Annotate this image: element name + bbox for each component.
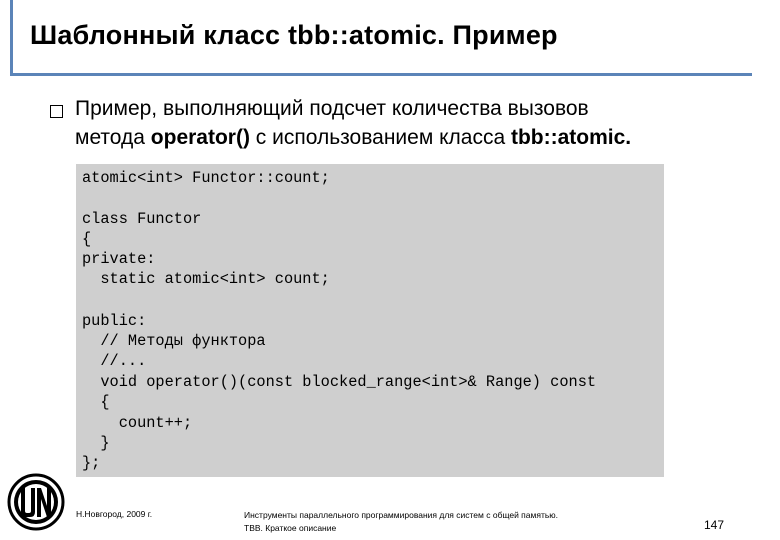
code-line: }; (82, 454, 101, 472)
bullet-line-2-bold-operator: operator() (150, 126, 250, 149)
unn-logo-icon (6, 472, 66, 532)
bullet-line-2 (75, 123, 765, 152)
code-line: count++; (82, 414, 193, 432)
code-line: static atomic<int> count; (82, 270, 330, 288)
bullet-line-2-mid: с использованием класса (249, 126, 511, 149)
code-line: // Методы функтора (82, 332, 266, 350)
title-underline (10, 73, 752, 76)
code-line: private: (82, 250, 156, 268)
code-line: { (82, 393, 110, 411)
left-accent-bar (10, 0, 13, 76)
page-number: 147 (704, 518, 725, 532)
code-line: { (82, 230, 92, 248)
bullet-text (75, 94, 765, 152)
bullet-line-2-bold-atomic: tbb::atomic. (510, 126, 632, 149)
footer-location-date: Н.Новгород, 2009 г. (76, 509, 153, 519)
code-line: public: (82, 312, 147, 330)
bullet-square-icon (50, 105, 63, 118)
code-line: class Functor (82, 210, 202, 228)
bullet-line-2-pre: метода (75, 126, 151, 149)
code-line: void operator()(const blocked_range<int>& Range) const (82, 373, 597, 391)
footer-course-title (244, 509, 664, 535)
footer-course-line-1: Инструменты параллельного программирования для систем с общей памятью. (244, 510, 559, 520)
code-line: atomic<int> Functor::count; (82, 169, 330, 187)
bullet-line-1: Пример, выполняющий подсчет количества вызовов (75, 97, 589, 120)
code-line: //... (82, 352, 147, 370)
code-line: } (82, 434, 110, 452)
footer-course-line-2: TBB. Краткое описание (244, 523, 337, 533)
slide-title: Шаблонный класс tbb::atomic. Пример (30, 20, 558, 50)
